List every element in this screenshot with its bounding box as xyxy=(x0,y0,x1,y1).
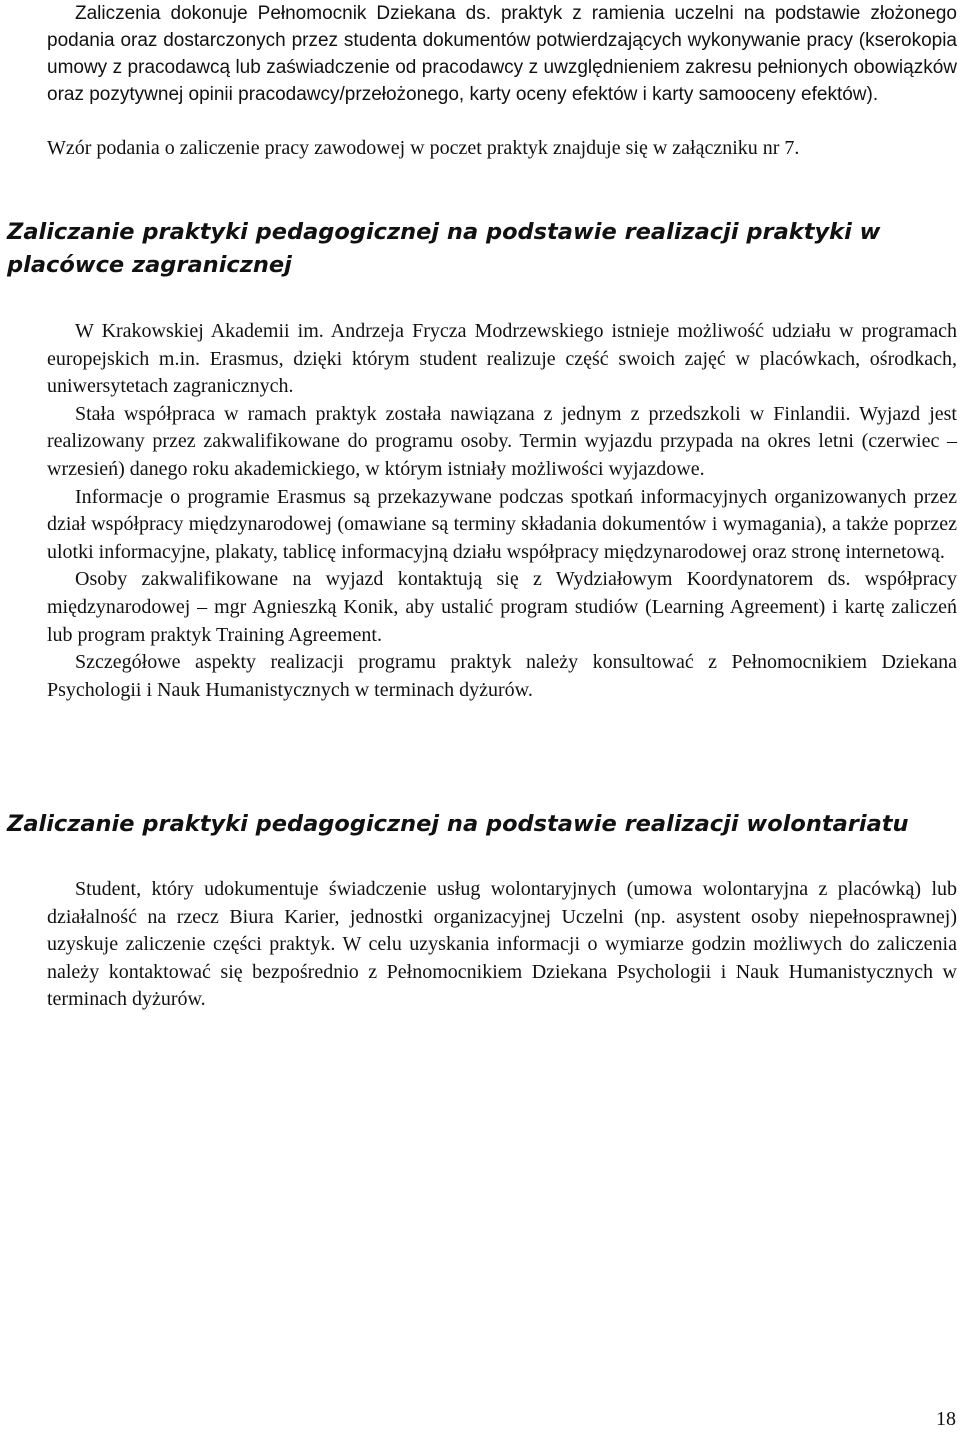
intro-block xyxy=(47,0,957,108)
intro-paragraph-2: Wzór podania o zaliczenie pracy zawodowej w poczet praktyk znajduje się w załączniku nr 7. xyxy=(47,137,800,159)
section-volunteer-body xyxy=(47,876,957,1014)
volunteer-paragraph: Student, który udokumentuje świadczenie usług wolontaryjnych (umowa wolontaryjna z placówką) lub działalność na rzecz Biura Karier, jednostki organizacyjnej Uczelni (np. asystent osoby niepełnosprawnej) uzyskuje zaliczenie części praktyk. W celu uzyskania informacji o wymiarze godzin możliwych do zaliczenia należy kontaktować się bezpośrednio z Pełnomocnikiem Dziekana Psychologii i Nauk Humanistycznych w terminach dyżurów. xyxy=(47,878,957,1011)
attachment-note-block xyxy=(47,135,957,163)
section-abroad-body xyxy=(47,318,957,704)
section-heading-abroad: Zaliczanie praktyki pedagogicznej na podstawie realizacji praktyki w placówce zagranicznej xyxy=(7,219,881,278)
abroad-paragraph-5: Szczegółowe aspekty realizacji programu praktyk należy konsultować z Pełnomocnikiem Dziekana Psychologii i Nauk Humanistycznych w terminach dyżurów. xyxy=(47,651,957,701)
abroad-paragraph-1: W Krakowskiej Akademii im. Andrzeja Frycza Modrzewskiego istnieje możliwość udziału w programach europejskich m.in. Erasmus, dzięki którym student realizuje część swoich zajęć w placówkach, ośrodkach, uniwersytetach zagranicznych. xyxy=(47,320,957,398)
page-number: 18 xyxy=(936,1408,956,1430)
abroad-paragraph-4: Osoby zakwalifikowane na wyjazd kontaktują się z Wydziałowym Koordynatorem ds. współpracy międzynarodowej – mgr Agnieszką Konik, aby ustalić program studiów (Learning Agreement) i kartę zaliczeń lub program praktyk Training Agreement. xyxy=(47,568,957,646)
section-heading-volunteer: Zaliczanie praktyki pedagogicznej na podstawie realizacji wolontariatu xyxy=(7,811,909,837)
intro-paragraph-1: Zaliczenia dokonuje Pełnomocnik Dziekana ds. praktyk z ramienia uczelni na podstawie złożonego podania oraz dostarczonych przez studenta dokumentów potwierdzających wykonywanie pracy (kserokopia umowy z pracodawcą lub zaświadczenie od pracodawcy z uwzględnieniem zakresu pełnionych obowiązków oraz pozytywnej opinii pracodawcy/przełożonego, karty oceny efektów i karty samooceny efektów). xyxy=(47,3,957,105)
abroad-paragraph-3: Informacje o programie Erasmus są przekazywane podczas spotkań informacyjnych organizowanych przez dział współpracy międzynarodowej (omawiane są terminy składania dokumentów i wymagania), a także poprzez ulotki informacyjne, plakaty, tablicę informacyjną działu współpracy międzynarodowej oraz stronę internetową. xyxy=(47,485,957,563)
abroad-paragraph-2: Stała współpraca w ramach praktyk została nawiązana z jednym z przedszkoli w Finlandii. Wyjazd jest realizowany przez zakwalifikowane do programu osoby. Termin wyjazdu przypada na okres letni (czerwiec – wrzesień) danego roku akademickiego, w którym istniały możliwości wyjazdowe. xyxy=(47,402,957,480)
